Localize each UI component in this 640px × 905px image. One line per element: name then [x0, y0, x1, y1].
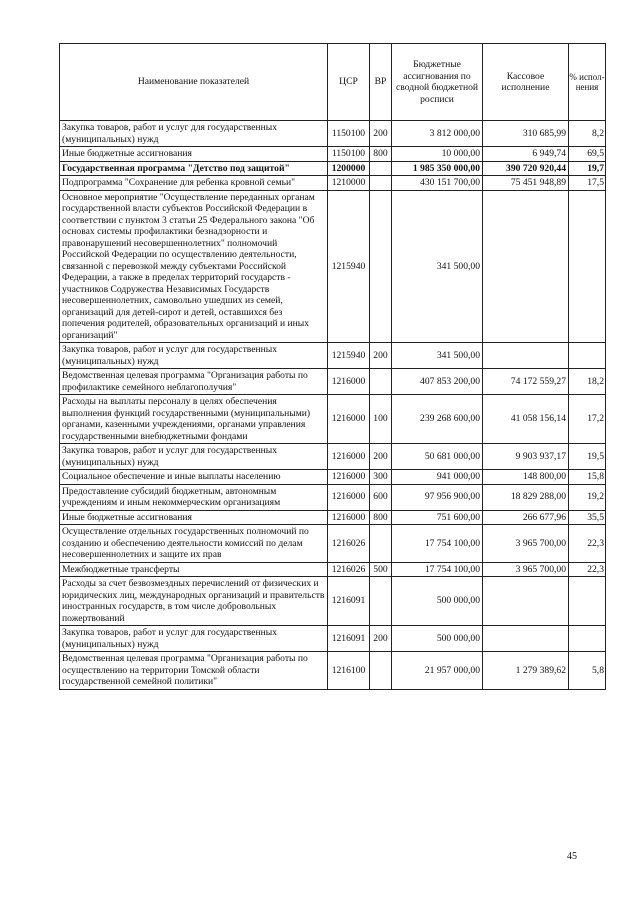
- row-vr: 800: [370, 510, 392, 525]
- table-row: [60, 176, 606, 191]
- row-csr: 1216091: [328, 626, 370, 652]
- row-name: Основное мероприятие "Осуществление переданных органам государственной власти субъектов Российской Федерации в соответствии с пунктом 3 статьи 25 Федерального закона "Об основах системы профилактики безнадзорности и правонарушений несовершеннолетних" полномочий Российской Федерации по осуществлению деятельности, связанной с перевозкой между субъектами Российской Федерации, а также в пределах территорий государств - участников Содружества Независимых Государств несовершеннолетних, самовольно ушедших из семей, организаций для детей-сирот и детей, оставшихся без попечения родителей, образовательных организаций и иных организаций": [60, 190, 328, 343]
- row-name: Ведомственная целевая программа "Организация работы по профилактике семейного неблагополучия": [60, 369, 328, 395]
- row-cash: 6 949,74: [483, 147, 569, 162]
- row-name: Осуществление отдельных государственных полномочий по созданию и обеспечению деятельности комиссий по делам несовершеннолетних и защите их прав: [60, 525, 328, 563]
- header-vr: ВР: [370, 44, 392, 121]
- row-vr: [370, 176, 392, 191]
- row-cash: 41 058 156,14: [483, 395, 569, 444]
- table-row: [60, 369, 606, 395]
- row-pct: 18,2: [569, 369, 606, 395]
- row-name: Закупка товаров, работ и услуг для государственных (муниципальных) нужд: [60, 626, 328, 652]
- row-budget: 941 000,00: [392, 470, 483, 485]
- row-vr: [370, 525, 392, 563]
- row-csr: 1150100: [328, 147, 370, 162]
- row-budget: 3 812 000,00: [392, 121, 483, 147]
- row-csr: 1216091: [328, 577, 370, 626]
- row-name: Закупка товаров, работ и услуг для государственных (муниципальных) нужд: [60, 121, 328, 147]
- row-csr: 1216100: [328, 652, 370, 690]
- row-name: Закупка товаров, работ и услуг для государственных (муниципальных) нужд: [60, 444, 328, 470]
- row-cash: 9 903 937,17: [483, 444, 569, 470]
- row-budget: 50 681 000,00: [392, 444, 483, 470]
- row-vr: [370, 577, 392, 626]
- row-csr: 1215940: [328, 190, 370, 343]
- row-budget: 97 956 900,00: [392, 484, 483, 510]
- row-csr: 1216000: [328, 510, 370, 525]
- row-vr: 100: [370, 395, 392, 444]
- row-name: Иные бюджетные ассигнования: [60, 510, 328, 525]
- row-pct: 15,8: [569, 470, 606, 485]
- row-csr: 1216000: [328, 444, 370, 470]
- row-budget: 430 151 700,00: [392, 176, 483, 191]
- row-budget: 407 853 200,00: [392, 369, 483, 395]
- row-name: Иные бюджетные ассигнования: [60, 147, 328, 162]
- row-pct: 17,5: [569, 176, 606, 191]
- row-name: Расходы на выплаты персоналу в целях обеспечения выполнения функций государственными (муниципальными) органами, казенными учреждениями, органами управления государственными внебюджетными фондами: [60, 395, 328, 444]
- row-cash: 266 677,96: [483, 510, 569, 525]
- row-vr: 600: [370, 484, 392, 510]
- row-vr: [370, 190, 392, 343]
- header-csr: ЦСР: [328, 44, 370, 121]
- row-budget: 17 754 100,00: [392, 525, 483, 563]
- row-name: Предоставление субсидий бюджетным, автономным учреждениям и иным некоммерческим организациям: [60, 484, 328, 510]
- row-budget: 17 754 100,00: [392, 562, 483, 577]
- table-row: [60, 470, 606, 485]
- table-body: [60, 121, 606, 690]
- row-pct: 17,2: [569, 395, 606, 444]
- row-csr: 1150100: [328, 121, 370, 147]
- row-pct: 69,5: [569, 147, 606, 162]
- row-csr: 1216000: [328, 395, 370, 444]
- row-name: Закупка товаров, работ и услуг для государственных (муниципальных) нужд: [60, 343, 328, 369]
- header-row: [60, 44, 606, 121]
- table-row: [60, 525, 606, 563]
- row-csr: 1210000: [328, 176, 370, 191]
- row-pct: 8,2: [569, 121, 606, 147]
- row-name: Ведомственная целевая программа "Организация работы по осуществлению на территории Томской области государственной семейной политики": [60, 652, 328, 690]
- row-budget: 500 000,00: [392, 626, 483, 652]
- row-vr: [370, 369, 392, 395]
- table-row: [60, 562, 606, 577]
- row-vr: 200: [370, 343, 392, 369]
- header-budget: Бюджетные ассигнования по сводной бюджетной росписи: [392, 44, 483, 121]
- row-budget: 239 268 600,00: [392, 395, 483, 444]
- row-budget: 341 500,00: [392, 190, 483, 343]
- row-pct: [569, 626, 606, 652]
- row-csr: 1216000: [328, 484, 370, 510]
- row-cash: 310 685,99: [483, 121, 569, 147]
- row-pct: 19,5: [569, 444, 606, 470]
- table-row: [60, 395, 606, 444]
- row-pct: [569, 190, 606, 343]
- table-row: [60, 577, 606, 626]
- row-pct: 35,5: [569, 510, 606, 525]
- row-csr: 1200000: [328, 161, 370, 176]
- row-pct: [569, 577, 606, 626]
- row-cash: 390 720 920,44: [483, 161, 569, 176]
- row-pct: 22,3: [569, 525, 606, 563]
- table-row: [60, 510, 606, 525]
- header-pct: % испол-нения: [569, 44, 606, 121]
- row-csr: 1216026: [328, 562, 370, 577]
- row-budget: 500 000,00: [392, 577, 483, 626]
- row-cash: 75 451 948,89: [483, 176, 569, 191]
- row-cash: [483, 626, 569, 652]
- row-cash: 3 965 700,00: [483, 562, 569, 577]
- header-cash: Кассовое исполнение: [483, 44, 569, 121]
- row-vr: 500: [370, 562, 392, 577]
- row-cash: [483, 190, 569, 343]
- row-pct: 5,8: [569, 652, 606, 690]
- table-row: [60, 190, 606, 343]
- table-row: [60, 626, 606, 652]
- table-row: [60, 484, 606, 510]
- row-cash: 3 965 700,00: [483, 525, 569, 563]
- row-budget: 341 500,00: [392, 343, 483, 369]
- row-pct: 19,7: [569, 161, 606, 176]
- row-csr: 1216026: [328, 525, 370, 563]
- row-cash: 148 800,00: [483, 470, 569, 485]
- row-budget: 21 957 000,00: [392, 652, 483, 690]
- row-cash: 18 829 288,00: [483, 484, 569, 510]
- table-row: [60, 147, 606, 162]
- row-cash: [483, 577, 569, 626]
- row-vr: [370, 161, 392, 176]
- row-name: Межбюджетные трансферты: [60, 562, 328, 577]
- row-budget: 10 000,00: [392, 147, 483, 162]
- row-csr: 1216000: [328, 369, 370, 395]
- row-cash: [483, 343, 569, 369]
- row-vr: 200: [370, 121, 392, 147]
- row-budget: 1 985 350 000,00: [392, 161, 483, 176]
- table-row: [60, 161, 606, 176]
- row-cash: 1 279 389,62: [483, 652, 569, 690]
- row-pct: 19,2: [569, 484, 606, 510]
- row-vr: 200: [370, 626, 392, 652]
- table-row: [60, 121, 606, 147]
- row-pct: [569, 343, 606, 369]
- row-name: Социальное обеспечение и иные выплаты населению: [60, 470, 328, 485]
- row-pct: 22,3: [569, 562, 606, 577]
- budget-execution-table: [59, 43, 606, 690]
- table-row: [60, 343, 606, 369]
- row-name: Государственная программа "Детство под защитой": [60, 161, 328, 176]
- row-csr: 1216000: [328, 470, 370, 485]
- row-name: Расходы за счет безвозмездных перечислений от физических и юридических лиц, международных организаций и правительств иностранных государств, в том числе добровольных пожертвований: [60, 577, 328, 626]
- row-cash: 74 172 559,27: [483, 369, 569, 395]
- row-vr: 200: [370, 444, 392, 470]
- row-budget: 751 600,00: [392, 510, 483, 525]
- row-vr: [370, 652, 392, 690]
- row-name: Подпрограмма "Сохранение для ребенка кровной семьи": [60, 176, 328, 191]
- table-row: [60, 652, 606, 690]
- row-csr: 1215940: [328, 343, 370, 369]
- row-vr: 800: [370, 147, 392, 162]
- row-vr: 300: [370, 470, 392, 485]
- table-row: [60, 444, 606, 470]
- page-number: 45: [567, 851, 577, 862]
- header-name: Наименование показателей: [60, 44, 328, 121]
